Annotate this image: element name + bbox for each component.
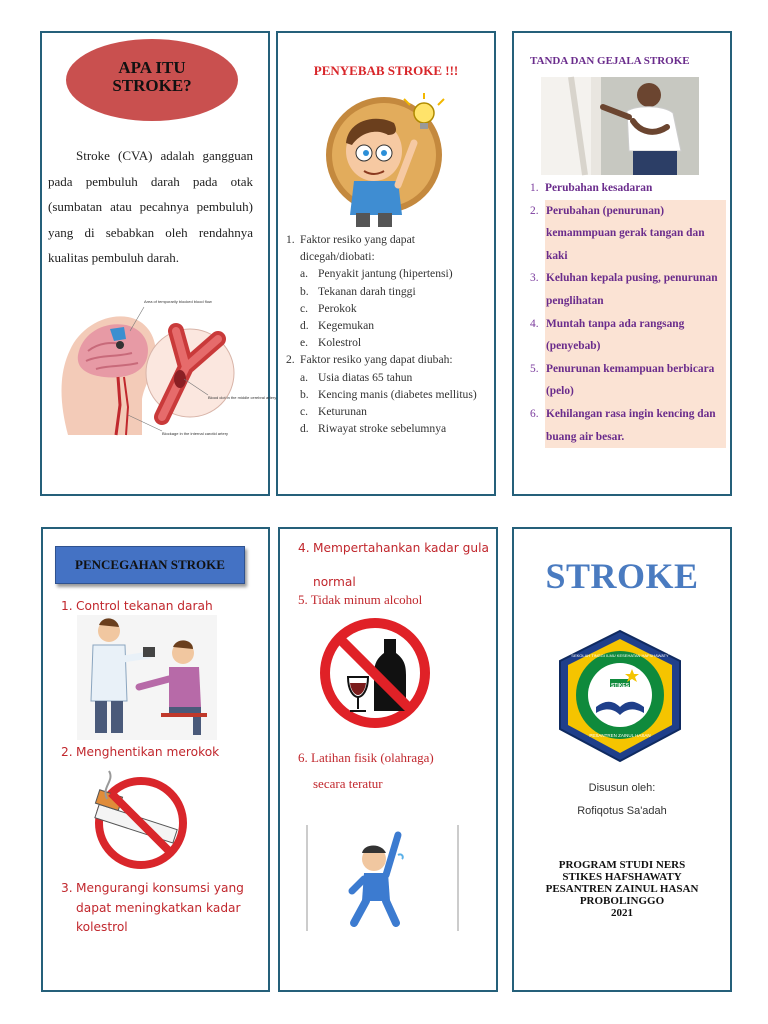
label-blockage: Blockage in the internal carotid artery: [162, 431, 229, 436]
list-item: 1. Control tekanan darah: [61, 599, 213, 613]
list-item: 1. Perubahan kesadaran: [530, 182, 653, 194]
cause-group-label: Faktor resiko yang dapat dicegah/diobati:: [300, 233, 415, 264]
list-item-cont: secara teratur: [313, 776, 383, 791]
list-item: 5. Tidak minum alcohol: [298, 592, 423, 607]
panel-prevention-cont: [278, 527, 498, 992]
title-oval: [66, 39, 238, 121]
exercise-illustration: [306, 825, 460, 931]
cause-group-2: 2. Faktor resiko yang dapat diubah:: [286, 351, 486, 368]
causes-list: [286, 231, 486, 437]
list-item: 3. Mengurangi konsumsi yang dapat meningkatkan kadar kolestrol: [61, 881, 244, 934]
panel-causes: [276, 31, 496, 496]
list-item-cont: normal: [313, 575, 356, 589]
panel-cover: [512, 527, 732, 992]
program-line: PESANTREN ZAINUL HASAN: [545, 883, 699, 895]
program-line: PROGRAM STUDI NERS: [558, 859, 686, 871]
label-blood-clot: Blood clot in the middle cerebral artery: [208, 395, 277, 400]
program-line: STIKES HAFSHAWATY: [562, 871, 682, 883]
logo-ring-text: SEKOLAH TINGGI ILMU KESEHATAN HAFSHAWATY: [571, 653, 669, 658]
brain-artery-illustration: [58, 295, 277, 443]
blood-pressure-check-illustration: [77, 615, 217, 740]
panel4-title: PENCEGAHAN STROKE: [75, 557, 225, 572]
cause-group-1: 1. Faktor resiko yang dapat dicegah/diobati:: [286, 231, 486, 265]
list-item: 2. Perubahan (penurunan) kemammpuan gerak tangan dan kaki: [530, 200, 726, 268]
cover-title: STROKE: [545, 556, 699, 596]
no-alcohol-icon: [310, 617, 440, 729]
logo-bottom-text: PESANTREN ZAINUL HASAN: [589, 733, 651, 738]
label-blocked-area: Area of temporarily blocked blood flow: [144, 299, 212, 304]
list-item: 6. Latihan fisik (olahraga): [298, 750, 434, 765]
panel1-title: APA ITU STROKE?: [112, 58, 192, 95]
program-line: PROBOLINGGO: [579, 895, 665, 907]
chest-pain-photo: [541, 77, 699, 175]
list-item: 4. Mempertahankan kadar gula: [298, 541, 489, 555]
panel-prevention: [41, 527, 270, 992]
thinking-man-illustration: [318, 95, 450, 229]
panel-symptoms: [512, 31, 732, 496]
list-item: 4. Muntah tanpa ada rangsang (penyebab): [530, 313, 726, 358]
list-item: 5. Penurunan kemampuan berbicara (pelo): [530, 358, 726, 403]
stroke-definition: Stroke (CVA) adalah gangguan pada pembuluh darah pada otak (sumbatan atau pecahnya pembuluh) yang di sebabkan oleh rendahnya kualitas pembuluh darah.: [48, 148, 253, 266]
panel-what-is-stroke: [40, 31, 277, 496]
compiled-by-label: Disusun oleh:: [588, 782, 656, 794]
stikes-logo: [556, 629, 684, 763]
panel3-title: TANDA DAN GEJALA STROKE: [530, 55, 690, 67]
list-item: 2. Menghentikan merokok: [61, 745, 220, 759]
panel2-title: PENYEBAB STROKE !!!: [313, 63, 459, 78]
program-line: 2021: [611, 907, 633, 919]
symptoms-list: [530, 177, 726, 448]
list-item: a. Penyakit jantung (hipertensi): [300, 267, 453, 281]
author-name: Rofiqotus Sa'adah: [577, 805, 667, 817]
list-item: 6. Kehilangan rasa ingin kencing dan buang air besar.: [530, 403, 726, 448]
prevention-title-box: [55, 546, 245, 584]
list-item: a. Usia diatas 65 tahun: [300, 370, 413, 384]
no-smoking-icon: [77, 769, 205, 869]
list-item: b. Kencing manis (diabetes mellitus): [300, 387, 477, 401]
list-item: c. Perokok: [300, 301, 357, 315]
list-item: d. Kegemukan: [300, 319, 375, 333]
list-item: 3. Keluhan kepala pusing, penurunan penglihatan: [530, 267, 726, 312]
program-info: [514, 859, 730, 919]
list-item: c. Keturunan: [300, 405, 367, 419]
list-item: b. Tekanan darah tinggi: [300, 284, 416, 298]
list-item: d. Riwayat stroke sebelumnya: [300, 422, 447, 436]
cause-group-label: Faktor resiko yang dapat diubah:: [300, 353, 453, 367]
list-item: e. Kolestrol: [300, 336, 362, 350]
logo-badge-text: STIKES: [610, 683, 630, 689]
